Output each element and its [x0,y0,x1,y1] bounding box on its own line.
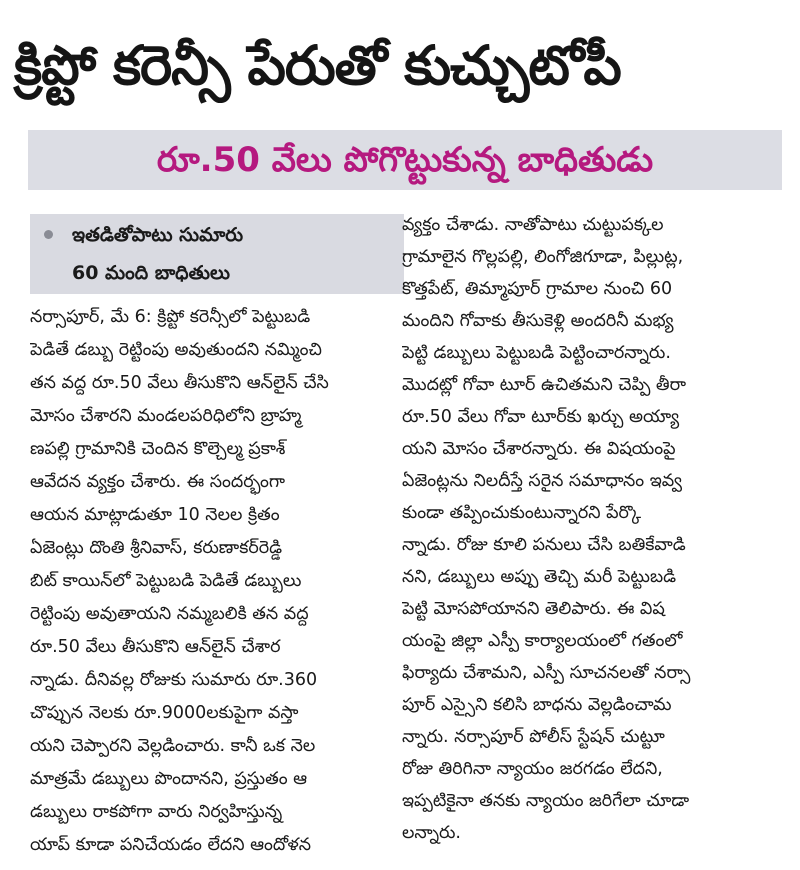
body-line: యాప్ కూడా పనిచేయడం లేదని ఆందోళన [30,835,312,855]
body-line: రూ.50 వేలు గోవా టూర్‌కు ఖర్చు అయ్యా [402,407,680,427]
headline: క్రిప్టో కరెన్సీ పేరుతో కుచ్చుటోపీ [14,34,621,97]
body-line: గ్రామాలైన గొల్లపల్లి, లింగోజిగూడా, పిల్లుట్ల, [402,247,684,267]
body-line: యంపై జిల్లా ఎస్పీ కార్యాలయంలో గతంలో [402,631,683,651]
body-line: రోజు తిరిగినా న్యాయం జరగడం లేదని, [402,759,663,779]
highlight-line: 60 మంది బాధితులు [72,262,231,284]
body-line: కుండా తప్పించుకుంటున్నారని పేర్కొ [402,503,642,523]
body-line: న్నాడు. రోజు కూలి పనులు చేసి బతికేవాడి [402,535,686,555]
highlight-box [30,214,404,294]
body-line: ఫిర్యాదు చేశామని, ఎస్పీ సూచనలతో నర్సా [402,663,691,683]
body-line: ణపల్లి గ్రామానికి చెందిన కొల్చెల్మ ప్రకాశ్ [30,439,286,459]
body-line: ఆయన మాట్లాడుతూ 10 నెలల క్రితం [30,505,280,525]
body-line: పూర్ ఎస్సైని కలిసి బాధను వెల్లడించామ [402,695,672,715]
body-line: మందిని గోవాకు తీసుకెళ్లి అందరినీ మభ్య [402,311,674,331]
body-line: మోసం చేశారని మండలపరిధిలోని బ్రాహ్మ [30,406,302,426]
body-line: లన్నారు. [402,823,461,843]
body-line: యని మోసం చేశారన్నారు. ఈ విషయంపై [402,439,676,459]
body-line: నర్సాపూర్, మే 6: క్రిప్టో కరెన్సీలో పెట్టుబడి [30,307,311,327]
body-line: కొత్తపేట్, తిమ్మాపూర్ గ్రామాల నుంచి 60 [402,279,673,299]
body-line: బిట్ కాయిన్‌లో పెట్టుబడి పెడితే డబ్బులు [30,571,302,591]
body-line: ఏజెంట్లను నిలదీస్తే సరైన సమాధానం ఇవ్వ [402,471,683,491]
body-line: వ్యక్తం చేశాడు. నాతోపాటు చుట్టుపక్కల [402,215,664,235]
body-line: న్నాడు. దీనివల్ల రోజుకు సుమారు రూ.360 [30,670,318,690]
highlight-line: ఇతడితోపాటు సుమారు [72,224,244,246]
body-line: మాత్రమే డబ్బులు పొందానని, ప్రస్తుతం ఆ [30,769,308,789]
body-line: మొదట్లో గోవా టూర్ ఉచితమని చెప్పి తీరా [402,375,687,395]
body-line: పెట్టి మోసపోయానని తెలిపారు. ఈ విష [402,599,665,619]
subheadline: రూ.50 వేలు పోగొట్టుకున్న బాధితుడు [156,140,654,180]
body-line: న్నారు. నర్సాపూర్ పోలీస్ స్టేషన్ చుట్టూ [402,727,665,747]
bullet-icon [44,230,53,239]
subheadline-band [28,130,782,190]
body-line: పెడితే డబ్బు రెట్టింపు అవుతుందని నమ్మించి [30,340,322,360]
body-line: తన వద్ద రూ.50 వేలు తీసుకొని ఆన్‌లైన్ చేసి [30,373,329,393]
body-line: యని చెప్పారని వెల్లడించారు. కానీ ఒక నెల [30,736,316,756]
body-line: పెట్టి డబ్బులు పెట్టుబడి పెట్టించారన్నారు. [402,343,671,363]
body-line: నని, డబ్బులు అప్పు తెచ్చి మరీ పెట్టుబడి [402,567,677,587]
body-line: రూ.50 వేలు తీసుకొని ఆన్‌లైన్ చేశార [30,637,281,657]
body-line: చొప్పున నెలకు రూ.9000లకుపైగా వస్తా [30,703,299,723]
body-line: డబ్బులు రాకపోగా వారు నిర్వహిస్తున్న [30,802,283,822]
body-line: రెట్టింపు అవుతాయని నమ్మబలికి తన వద్ద [30,604,309,624]
body-line: ఆవేదన వ్యక్తం చేశారు. ఈ సందర్భంగా [30,472,285,492]
body-line: ఇప్పటికైనా తనకు న్యాయం జరిగేలా చూడా [402,791,690,811]
body-line: ఏజెంట్లు దొంతి శ్రీనివాస్, కరుణాకర్‌రెడ్డి [30,538,283,558]
